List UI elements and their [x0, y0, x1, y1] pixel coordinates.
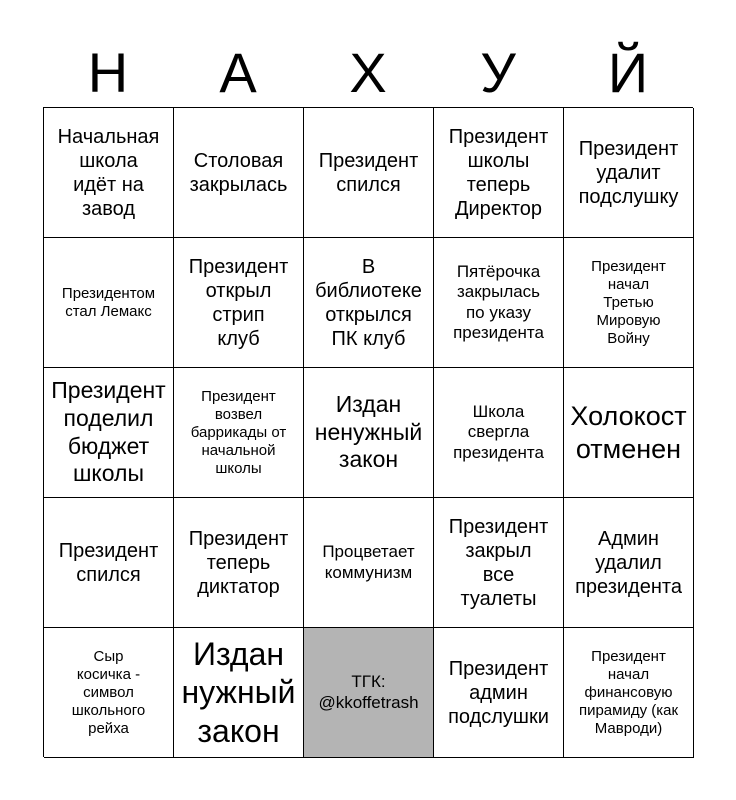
- cell-text: В библиотеке открылся ПК клуб: [315, 255, 422, 350]
- cell-text: Президент школы теперь Директор: [448, 125, 549, 220]
- bingo-cell-r1-c3[interactable]: [304, 108, 434, 238]
- cell-text: Президент поделил бюджет школы: [51, 377, 166, 487]
- cell-text: Издан нужный закон: [181, 635, 296, 749]
- bingo-cell-r5-c1[interactable]: [44, 628, 174, 758]
- cell-text: Президент спился: [318, 149, 419, 196]
- cell-text: Президент возвел баррикады от начальной школы: [190, 387, 287, 477]
- bingo-cell-r4-c5[interactable]: [564, 498, 694, 628]
- bingo-cell-r2-c3[interactable]: [304, 238, 434, 368]
- bingo-cell-r3-c1[interactable]: [44, 368, 174, 498]
- cell-text: Начальная школа идёт на завод: [57, 125, 160, 220]
- cell-text: Столовая закрылась: [189, 149, 288, 196]
- bingo-cell-r4-c4[interactable]: [434, 498, 564, 628]
- cell-text: Школа свергла президента: [453, 401, 544, 462]
- bingo-cell-r3-c4[interactable]: [434, 368, 564, 498]
- bingo-cell-r4-c2[interactable]: [174, 498, 304, 628]
- bingo-cell-r5-c5[interactable]: [564, 628, 694, 758]
- cell-text: Президент закрыл все туалеты: [448, 515, 549, 610]
- bingo-header: [43, 40, 693, 106]
- cell-text: Пятёрочка закрылась по указу президента: [453, 261, 544, 342]
- bingo-cell-r2-c1[interactable]: [44, 238, 174, 368]
- bingo-cell-r2-c4[interactable]: [434, 238, 564, 368]
- cell-text: Президент админ подслушки: [448, 657, 549, 728]
- bingo-cell-r3-c5[interactable]: [564, 368, 694, 498]
- cell-text: Президент открыл стрип клуб: [188, 255, 289, 350]
- bingo-cell-r4-c3[interactable]: [304, 498, 434, 628]
- cell-text: Президентом стал Лемакс: [61, 284, 156, 320]
- bingo-cell-r3-c2[interactable]: [174, 368, 304, 498]
- header-letter-4: У: [480, 41, 516, 104]
- header-letter-2: А: [219, 41, 257, 104]
- header-letter-1: Н: [87, 41, 129, 104]
- bingo-cell-r5-c4[interactable]: [434, 628, 564, 758]
- header-letter-5: Й: [607, 41, 649, 104]
- cell-text: Сыр косичка - символ школьного рейха: [71, 647, 146, 737]
- cell-text: Президент удалит подслушку: [578, 137, 679, 208]
- bingo-free-cell[interactable]: [304, 628, 434, 758]
- bingo-cell-r1-c5[interactable]: [564, 108, 694, 238]
- cell-text: ТГК: @kkoffetrash: [318, 672, 419, 712]
- cell-text: Издан ненужный закон: [314, 391, 423, 473]
- header-letter-3: Х: [349, 41, 387, 104]
- cell-text: Холокост отменен: [570, 401, 687, 464]
- bingo-cell-r2-c2[interactable]: [174, 238, 304, 368]
- bingo-cell-r2-c5[interactable]: [564, 238, 694, 368]
- bingo-cell-r4-c1[interactable]: [44, 498, 174, 628]
- cell-text: Президент теперь диктатор: [188, 527, 289, 598]
- cell-text: Президент начал Третью Мировую Войну: [591, 257, 666, 347]
- bingo-cell-r3-c3[interactable]: [304, 368, 434, 498]
- cell-text: Президент начал финансовую пирамиду (как Мавроди): [578, 647, 679, 737]
- cell-text: Админ удалил президента: [575, 527, 682, 598]
- bingo-cell-r1-c4[interactable]: [434, 108, 564, 238]
- bingo-cell-r5-c2[interactable]: [174, 628, 304, 758]
- bingo-grid: [43, 107, 693, 757]
- bingo-cell-r1-c1[interactable]: [44, 108, 174, 238]
- bingo-cell-r1-c2[interactable]: [174, 108, 304, 238]
- cell-text: Президент спился: [58, 539, 159, 586]
- cell-text: Процветает коммунизм: [322, 542, 415, 582]
